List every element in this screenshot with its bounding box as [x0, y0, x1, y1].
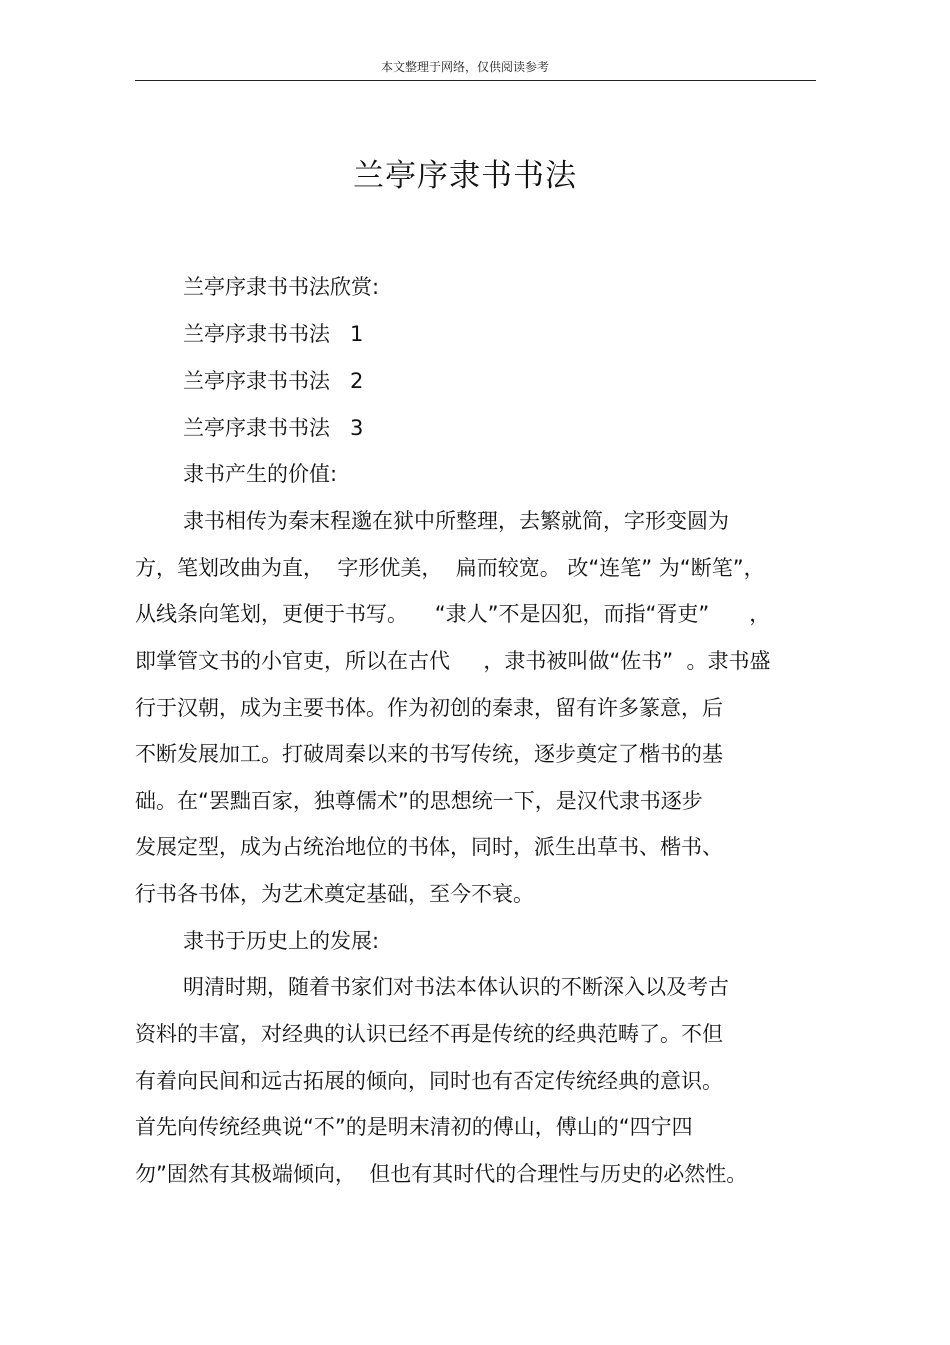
paragraph-line: 即掌管文书的小官吏，所以在古代 ，隶书被叫做“佐书” 。隶书盛 — [135, 649, 771, 673]
paragraph-line: 隶书相传为秦末程邈在狱中所整理，去繁就简，字形变圆为 — [183, 509, 729, 533]
paragraph-line: 有着向民间和远古拓展的倾向，同时也有否定传统经典的意识。 — [135, 1069, 723, 1093]
paragraph-line: 从线条向笔划，更便于书写。 “隶人”不是囚犯，而指“胥吏” ， — [135, 602, 771, 626]
paragraph-line: 首先向传统经典说“不”的是明末清初的傅山，傅山的“四宁四 — [135, 1115, 693, 1139]
paragraph-line: 隶书于历史上的发展: — [183, 929, 380, 953]
paragraph-line: 勿”固然有其极端倾向， 但也有其时代的合理性与历史的必然性。 — [135, 1162, 748, 1186]
header-divider — [135, 80, 816, 81]
paragraph-line: 行于汉朝，成为主要书体。作为初创的秦隶，留有许多篆意，后 — [135, 696, 723, 720]
header-note: 本文整理于网络，仅供阅读参考 — [380, 60, 549, 74]
paragraph-line: 明清时期，随着书家们对书法本体认识的不断深入以及考古 — [183, 975, 729, 999]
paragraph-line: 兰亭序隶书书法欣赏: — [183, 275, 380, 299]
paragraph-line: 资料的丰富，对经典的认识已经不再是传统的经典范畴了。不但 — [135, 1022, 723, 1046]
paragraph-line: 不断发展加工。打破周秦以来的书写传统，逐步奠定了楷书的基 — [135, 742, 723, 766]
paragraph-line: 方，笔划改曲为直， 字形优美， 扁而较宽。 改“连笔” 为“断笔”， — [135, 556, 765, 580]
document-title: 兰亭序隶书书法 — [353, 158, 577, 194]
paragraph-line: 础。在“罢黜百家，独尊儒术”的思想统一下，是汉代隶书逐步 — [135, 789, 703, 813]
paragraph-line: 行书各书体，为艺术奠定基础，至今不衰。 — [135, 882, 534, 906]
paragraph-line: 兰亭序隶书书法 3 — [183, 416, 364, 440]
paragraph-line: 兰亭序隶书书法 1 — [183, 322, 364, 346]
paragraph-line: 兰亭序隶书书法 2 — [183, 369, 364, 393]
paragraph-line: 隶书产生的价值: — [183, 462, 338, 486]
paragraph-line: 发展定型，成为占统治地位的书体，同时，派生出草书、楷书、 — [135, 835, 723, 859]
